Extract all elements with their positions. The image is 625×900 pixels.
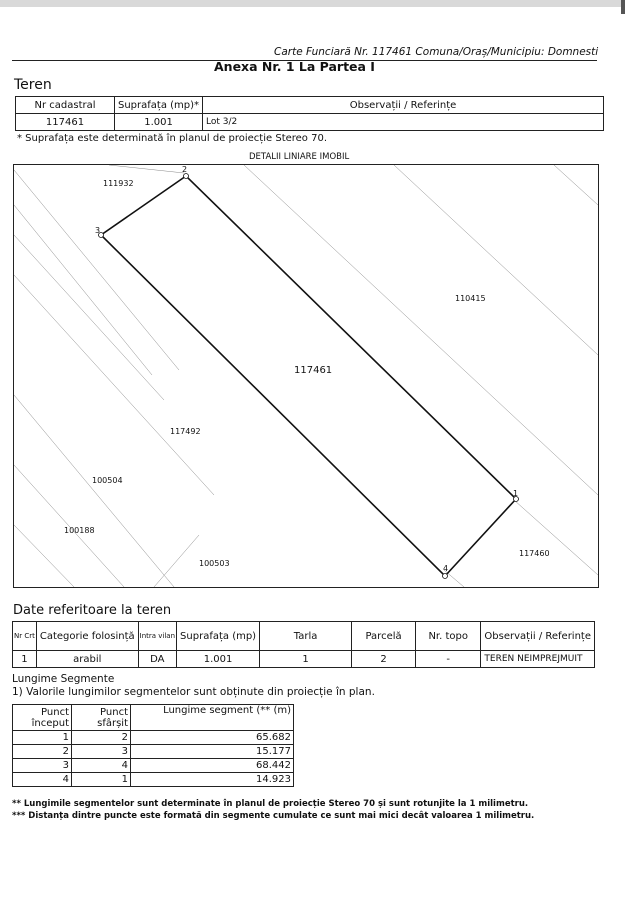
- cell-nr-topo: -: [416, 651, 481, 668]
- cell-start: 3: [13, 759, 72, 773]
- cell-end: 3: [72, 745, 131, 759]
- neighbor-boundary: [14, 205, 152, 375]
- cell-end: 4: [72, 759, 131, 773]
- teren-footnote: * Suprafața este determinată în planul de proiecție Stereo 70.: [17, 133, 328, 144]
- cell-length: 65.682: [131, 731, 294, 745]
- neighbor-boundary: [514, 500, 598, 575]
- neighbor-label: 111932: [103, 179, 134, 188]
- neighbor-boundary: [244, 165, 598, 495]
- col-punct-inceput: Punct început: [13, 705, 72, 731]
- date-teren-section-title: Date referitoare la teren: [13, 603, 172, 618]
- neighbor-label: 117492: [170, 427, 201, 436]
- cell-start: 4: [13, 773, 72, 787]
- segmente-note: 1) Valorile lungimilor segmentelor sunt obținute din proiecție în plan.: [12, 686, 375, 698]
- col-suprafata: Suprafața (mp): [177, 622, 260, 651]
- scrollbar-thumb[interactable]: [621, 0, 625, 14]
- map-drawing: [14, 165, 598, 587]
- col-tarla: Tarla: [260, 622, 352, 651]
- cell-suprafata: 1.001: [115, 114, 203, 131]
- teren-table-row: [16, 114, 604, 131]
- parcel-boundary: [101, 176, 519, 576]
- map-title: DETALII LINIARE IMOBIL: [249, 152, 350, 162]
- segment-row: [13, 773, 294, 787]
- segmente-footnote-1: ** Lungimile segmentelor sunt determinate în planul de proiecție Stereo 70 și sunt rotunjite la 1 milimetru.: [12, 799, 529, 809]
- teren-table-header: [16, 97, 604, 114]
- neighbor-boundary: [554, 165, 598, 205]
- teren-table: [15, 96, 604, 131]
- segment-row: [13, 731, 294, 745]
- col-suprafata: Suprafața (mp)*: [115, 97, 203, 114]
- point-label-4: 4: [443, 564, 449, 573]
- col-observatii: Observații / Referințe: [203, 97, 604, 114]
- cell-nr-cadastral: 117461: [16, 114, 115, 131]
- col-intravilan: Intra vilan: [138, 622, 176, 651]
- point-label-2: 2: [182, 165, 188, 174]
- viewer-top-bar: [0, 0, 625, 7]
- segmente-header: [13, 705, 294, 731]
- col-lungime: Lungime segment (** (m): [131, 705, 294, 731]
- cell-start: 1: [13, 731, 72, 745]
- carte-funciara-header: Carte Funciară Nr. 117461 Comuna/Oraș/Municipiu: Domnesti: [274, 46, 599, 58]
- col-nr-topo: Nr. topo: [416, 622, 481, 651]
- col-punct-sfarsit: Punct sfârșit: [72, 705, 131, 731]
- date-teren-table: [12, 621, 595, 668]
- segment-row: [13, 745, 294, 759]
- point-label-3: 3: [95, 226, 101, 235]
- col-nr-cadastral: Nr cadastral: [16, 97, 115, 114]
- neighbor-boundary: [14, 275, 214, 495]
- segmente-table: [12, 704, 294, 787]
- teren-section-title: Teren: [14, 77, 52, 93]
- cell-observatii: TEREN NEIMPREJMUIT: [481, 651, 595, 668]
- point-marker-2: [184, 174, 189, 179]
- col-categorie: Categorie folosință: [36, 622, 138, 651]
- cell-end: 1: [72, 773, 131, 787]
- col-observatii: Observații / Referințe: [481, 622, 595, 651]
- annex-title: Anexa Nr. 1 La Partea I: [214, 59, 375, 74]
- cell-categorie: arabil: [36, 651, 138, 668]
- date-teren-row: [13, 651, 595, 668]
- neighbor-label: 117460: [519, 549, 550, 558]
- cell-end: 2: [72, 731, 131, 745]
- cell-parcela: 2: [352, 651, 416, 668]
- neighbor-label: 110415: [455, 294, 486, 303]
- cell-intravilan: DA: [138, 651, 176, 668]
- cell-start: 2: [13, 745, 72, 759]
- neighbor-boundary: [14, 395, 174, 587]
- parcel-label: 117461: [294, 365, 333, 376]
- point-marker-4: [443, 574, 448, 579]
- cell-length: 15.177: [131, 745, 294, 759]
- col-parcela: Parcelă: [352, 622, 416, 651]
- segmente-footnote-2: *** Distanța dintre puncte este formată din segmente cumulate ce sunt mai mici decât valoarea 1 milimetru.: [12, 811, 535, 821]
- cell-nr-crt: 1: [13, 651, 37, 668]
- segmente-section-title: Lungime Segmente: [12, 673, 115, 685]
- neighbor-boundary: [394, 165, 598, 355]
- neighbor-label: 100503: [199, 559, 230, 568]
- cell-length: 14.923: [131, 773, 294, 787]
- neighbor-label: 100188: [64, 526, 95, 535]
- neighbor-boundary: [14, 235, 164, 400]
- cell-tarla: 1: [260, 651, 352, 668]
- point-label-1: 1: [513, 489, 519, 498]
- cell-suprafata: 1.001: [177, 651, 260, 668]
- neighbor-label: 100504: [92, 476, 123, 485]
- neighbor-boundary: [154, 535, 199, 587]
- col-nr-crt: Nr Crt: [13, 622, 37, 651]
- cell-length: 68.442: [131, 759, 294, 773]
- neighbor-boundary: [14, 170, 179, 370]
- parcel-map: [13, 164, 599, 588]
- date-teren-header: [13, 622, 595, 651]
- neighbor-boundary: [109, 165, 184, 173]
- cell-observatii: Lot 3/2: [203, 114, 604, 131]
- segment-row: [13, 759, 294, 773]
